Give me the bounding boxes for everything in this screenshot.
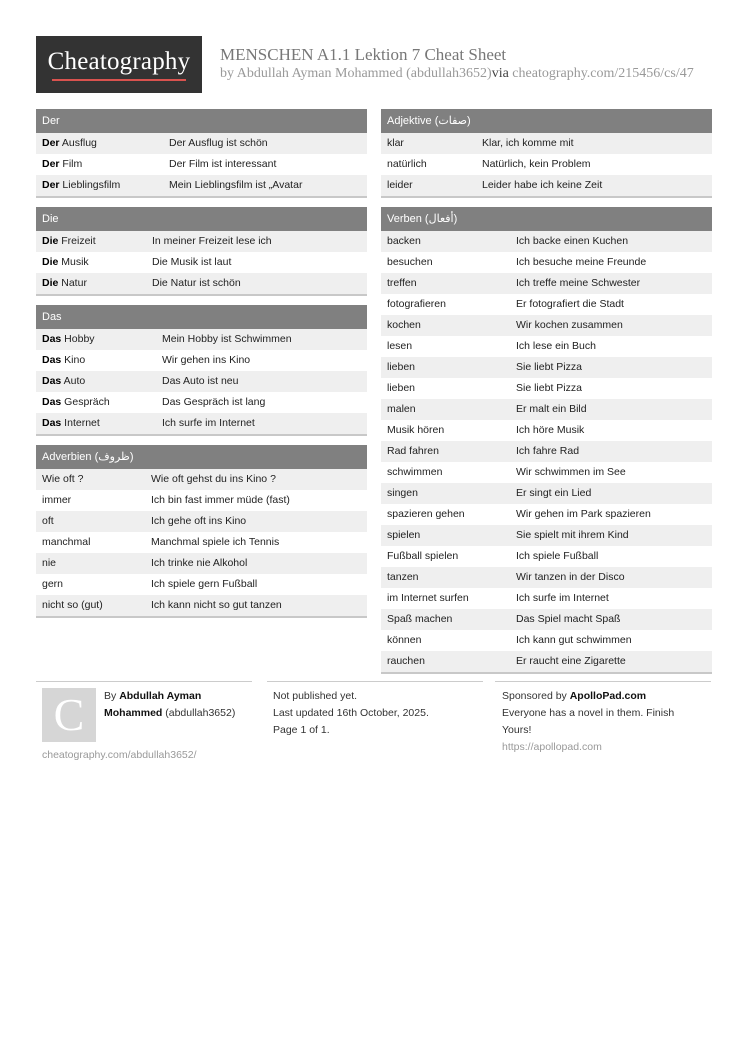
example-cell: Ich surfe im Internet [516,592,609,604]
example-cell: Ich spiele gern Fußball [151,578,258,590]
table-row [381,462,712,483]
example-cell: Wie oft gehst du ins Kino ? [151,473,276,485]
example-cell: Ich bin fast immer müde (fast) [151,494,290,506]
example-cell: Ich kann gut schwimmen [516,634,632,646]
footer-author-name-2[interactable]: Mohammed [104,707,163,719]
example-cell: Die Musik ist laut [152,256,232,268]
term-cell [387,399,416,420]
table-row [36,371,367,392]
example-cell: Wir schwimmen im See [516,466,626,478]
footer-publish-info [273,688,429,739]
term-cell [387,630,421,651]
term-cell [42,154,82,175]
table-row [381,252,712,273]
by-prefix: by [220,66,234,81]
term-cell [42,175,120,196]
table-row [36,413,367,434]
article: Die [42,256,59,268]
term: Fußball spielen [387,550,459,562]
example-cell: Der Film ist interessant [169,158,277,170]
table-row [36,329,367,350]
sponsored-label: Sponsored by [502,690,570,702]
table-row [381,525,712,546]
example-cell: Ich gehe oft ins Kino [151,515,247,527]
table-row [36,154,367,175]
example-cell: Das Gespräch ist lang [162,396,266,408]
example-cell: Klar, ich komme mit [482,137,574,149]
table-row [381,630,712,651]
table-row [381,175,712,196]
example-cell: Das Spiel macht Spaß [516,613,621,625]
term: leider [387,179,413,191]
article: Der [42,137,60,149]
sheet-url-link[interactable]: cheatography.com/215456/cs/47 [512,66,694,81]
term-cell [387,441,439,462]
term-cell [387,273,417,294]
page-title: MENSCHEN A1.1 Lektion 7 Cheat Sheet [220,45,507,64]
term: Musik [58,256,89,268]
example-cell: Ich fahre Rad [516,445,580,457]
term: können [387,634,422,646]
sponsor-name[interactable]: ApolloPad.com [569,690,647,702]
term: Film [59,158,83,170]
term: fotografieren [387,298,446,310]
footer-divider-1 [36,681,252,682]
logo-underline [52,79,186,81]
term-cell [387,175,413,196]
table-row [381,357,712,378]
term: kochen [387,319,421,331]
section-rows [36,329,367,434]
table-row [381,273,712,294]
article: Die [42,277,59,289]
example-cell: In meiner Freizeit lese ich [152,235,272,247]
term: Auto [61,375,86,387]
section-rows [36,469,367,616]
term: Spaß machen [387,613,453,625]
term-cell [42,532,90,553]
example-cell: Sie liebt Pizza [516,361,582,373]
author-avatar[interactable]: C [42,688,96,742]
footer-author-url[interactable]: cheatography.com/abdullah3652/ [42,749,197,761]
term: Rad fahren [387,445,439,457]
example-cell: Natürlich, kein Problem [482,158,591,170]
example-cell: Wir gehen ins Kino [162,354,251,366]
table-row [381,154,712,175]
table-row [36,175,367,196]
example-cell: Ich kann nicht so gut tanzen [151,599,282,611]
term: spazieren gehen [387,508,465,520]
term-cell [387,462,442,483]
example-cell: Er fotografiert die Stadt [516,298,624,310]
table-row [381,336,712,357]
term-cell [42,553,56,574]
term-cell [387,420,444,441]
via-label: via [491,66,509,81]
example-cell: Wir gehen im Park spazieren [516,508,651,520]
article: Der [42,179,60,191]
table-row [36,231,367,252]
section-header: Die [36,207,367,231]
table-row [381,588,712,609]
last-updated: Last updated 16th October, 2025. [273,707,429,719]
footer-author [104,688,235,722]
sponsor-text-1: Everyone has a novel in them. Finish [502,707,675,719]
term-cell [387,378,415,399]
section-rows [36,231,367,294]
example-cell: Ich trinke nie Alkohol [151,557,248,569]
table-row [36,511,367,532]
term: lieben [387,382,416,394]
example-cell: Sie liebt Pizza [516,382,582,394]
section-header: Verben (أفعال) [381,207,712,231]
sponsor-url[interactable]: https://apollopad.com [502,741,602,753]
term: lesen [387,340,413,352]
table-row [381,504,712,525]
table-row [381,546,712,567]
example-cell: Ich backe einen Kuchen [516,235,629,247]
section-die [36,207,367,296]
footer-divider-2 [267,681,483,682]
example-cell: Ich surfe im Internet [162,417,255,429]
table-row [381,399,712,420]
term-cell [42,413,100,434]
term: lieben [387,361,416,373]
sponsor-text-2: Yours! [502,724,532,736]
table-row [36,574,367,595]
term: immer [42,494,72,506]
term: spielen [387,529,421,541]
footer-author-handle: (abdullah3652) [162,707,236,719]
section-header: Das [36,305,367,329]
example-cell: Ich besuche meine Freunde [516,256,647,268]
section-rows [381,231,712,672]
term: Internet [61,417,100,429]
term-cell [387,133,404,154]
table-row [381,567,712,588]
example-cell: Mein Lieblingsfilm ist „Avatar [169,179,303,191]
example-cell: Leider habe ich keine Zeit [482,179,603,191]
example-cell: Er singt ein Lied [516,487,592,499]
table-row [36,532,367,553]
term-cell [42,350,85,371]
term: tanzen [387,571,419,583]
term: singen [387,487,418,499]
section-adjektive [381,109,712,198]
term: Gespräch [61,396,110,408]
term-cell [42,329,95,350]
table-row [36,273,367,294]
section-der [36,109,367,198]
section-header: Adjektive (صفات) [381,109,712,133]
term: Freizeit [58,235,96,247]
term: Natur [58,277,87,289]
term-cell [42,231,96,252]
table-row [381,294,712,315]
section-verben [381,207,712,674]
section-adverbien [36,445,367,618]
byline [220,66,714,82]
term: manchmal [42,536,91,548]
example-cell: Wir tanzen in der Disco [516,571,625,583]
table-row [36,490,367,511]
table-row [36,553,367,574]
term-cell [42,595,103,616]
example-cell: Er raucht eine Zigarette [516,655,626,667]
term: Hobby [61,333,95,345]
published-status: Not published yet. [273,690,358,702]
term: malen [387,403,416,415]
term-cell [387,546,458,567]
term-cell [42,371,85,392]
example-cell: Wir kochen zusammen [516,319,623,331]
table-row [381,315,712,336]
term: nicht so (gut) [42,599,103,611]
footer-author-name-1[interactable]: Abdullah Ayman [119,690,202,702]
footer-sponsor [502,688,674,756]
term-cell [42,490,71,511]
term-cell [42,133,97,154]
table-row [381,133,712,154]
term-cell [387,154,427,175]
term: rauchen [387,655,425,667]
term-cell [387,651,425,672]
term: klar [387,137,404,149]
article: Das [42,333,62,345]
term: Lieblingsfilm [59,179,121,191]
example-cell: Ich spiele Fußball [516,550,599,562]
example-cell: Manchmal spiele ich Tennis [151,536,280,548]
article: Das [42,417,62,429]
term-cell [387,357,415,378]
article: Der [42,158,60,170]
cheatography-logo[interactable] [36,36,202,93]
logo-text: Cheatography [47,48,191,75]
term-cell [387,252,433,273]
example-cell: Die Natur ist schön [152,277,241,289]
term: besuchen [387,256,433,268]
term-cell [387,294,446,315]
article: Das [42,375,62,387]
section-rows [381,133,712,196]
term: gern [42,578,64,590]
example-cell: Ich treffe meine Schwester [516,277,641,289]
term: Wie oft ? [42,473,84,485]
page-number: Page 1 of 1. [273,724,330,736]
footer-divider-3 [495,681,711,682]
table-row [36,133,367,154]
term-cell [387,483,418,504]
term: Ausflug [59,137,97,149]
table-row [36,595,367,616]
table-row [381,378,712,399]
table-row [381,441,712,462]
term: schwimmen [387,466,443,478]
term: oft [42,515,54,527]
example-cell: Ich lese ein Buch [516,340,596,352]
term-cell [387,336,412,357]
example-cell: Ich höre Musik [516,424,585,436]
term: natürlich [387,158,427,170]
term-cell [387,231,421,252]
term-cell [387,504,465,525]
term-cell [42,273,87,294]
term-cell [387,567,419,588]
article: Die [42,235,59,247]
example-cell: Sie spielt mit ihrem Kind [516,529,629,541]
section-header: Der [36,109,367,133]
table-row [381,483,712,504]
author-link[interactable]: Abdullah Ayman Mohammed (abdullah3652) [236,66,492,81]
example-cell: Der Ausflug ist schön [169,137,268,149]
example-cell: Das Auto ist neu [162,375,239,387]
term-cell [42,574,63,595]
term-cell [387,588,469,609]
term: backen [387,235,421,247]
term-cell [387,609,452,630]
term-cell [387,525,420,546]
example-cell: Mein Hobby ist Schwimmen [162,333,292,345]
term: Musik hören [387,424,445,436]
footer-by-label: By [104,690,117,702]
section-rows [36,133,367,196]
section-header: Adverbien (ظروف) [36,445,367,469]
term: Kino [61,354,86,366]
table-row [381,231,712,252]
term: im Internet surfen [387,592,469,604]
term-cell [42,469,83,490]
term-cell [387,315,421,336]
term: treffen [387,277,417,289]
term: nie [42,557,57,569]
table-row [381,609,712,630]
table-row [36,469,367,490]
table-row [381,651,712,672]
table-row [381,420,712,441]
term-cell [42,392,110,413]
table-row [36,392,367,413]
table-row [36,252,367,273]
section-das [36,305,367,436]
article: Das [42,354,62,366]
term-cell [42,511,54,532]
article: Das [42,396,62,408]
term-cell [42,252,89,273]
example-cell: Er malt ein Bild [516,403,587,415]
table-row [36,350,367,371]
